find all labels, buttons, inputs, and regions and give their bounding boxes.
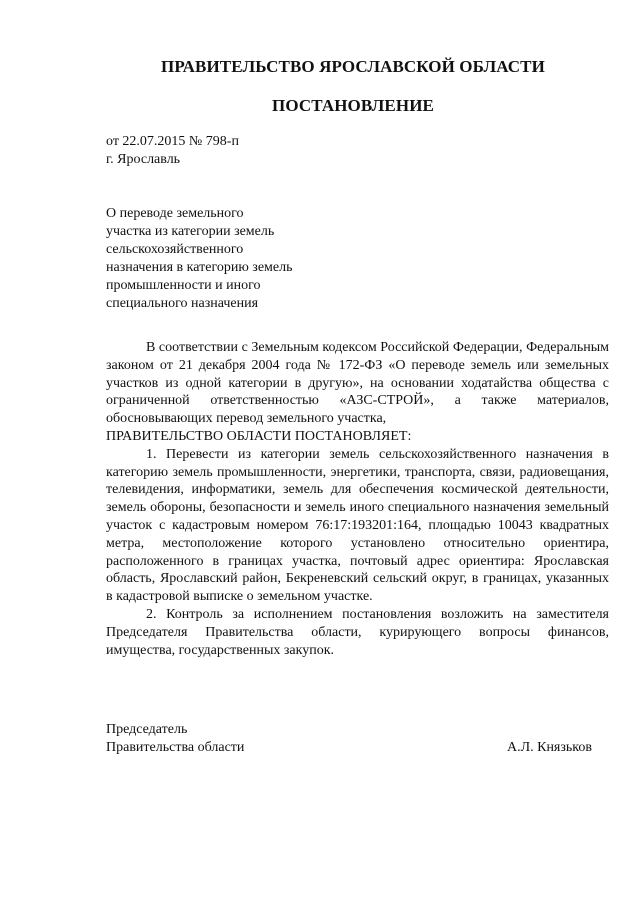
date-number: от 22.07.2015 № 798-п [106,134,239,149]
city: г. Ярославль [106,152,181,167]
subject-line: О переводе земельного [106,206,244,221]
resolution-statement: ПРАВИТЕЛЬСТВО ОБЛАСТИ ПОСТАНОВЛЯЕТ: [106,428,412,444]
subject-line: промышленности и иного [106,278,261,293]
document-meta [106,133,239,169]
signer-title-line1: Председатель [106,722,188,737]
government-heading: ПРАВИТЕЛЬСТВО ЯРОСЛАВСКОЙ ОБЛАСТИ [161,57,545,76]
subject-line: участка из категории земель [106,224,275,239]
subject-line: сельскохозяйственного [106,242,244,257]
document-type-heading: ПОСТАНОВЛЕНИЕ [272,96,434,115]
signer-name: А.Л. Князьков [507,740,592,755]
preamble-paragraph: В соответствии с Земельным кодексом Российской Федерации, Федеральным законом от 21 декабря 2004 года № 172-ФЗ «О переводе земель или земельных участков из одной категории в другую», на основании ходатайства общества с ограниченной ответственностью «АЗС-СТРОЙ», а также материалов, обосновывающих перевод земельного участка, [106,340,609,427]
document-subject [106,205,292,313]
signer-title-line2: Правительства области [106,740,245,755]
signature-block [106,721,592,757]
item-1-paragraph: 1. Перевести из категории земель сельскохозяйственного назначения в категорию земель промышленности, энергетики, транспорта, связи, радиовещания, телевидения, информатики, земель для обеспечения космической деятельности, земель обороны, безопасности и земель иного специального назначения земельный участок с кадастровым номером 76:17:193201:164, площадью 10043 квадратных метра, местоположение которого установлено относительно ориентира, расположенного в границах участка, почтовый адрес ориентира: Ярославская область, Ярославский район, Бекреневский сельский округ, в границах, указанных в кадастровой выписке о земельном участке. [106,446,609,605]
subject-line: назначения в категорию земель [106,260,293,275]
subject-line: специального назначения [106,296,259,311]
document-body [106,339,609,659]
item-2-paragraph: 2. Контроль за исполнением постановления возложить на заместителя Председателя Правительства области, курирующего вопросы финансов, имущества, государственных закупок. [106,606,609,658]
